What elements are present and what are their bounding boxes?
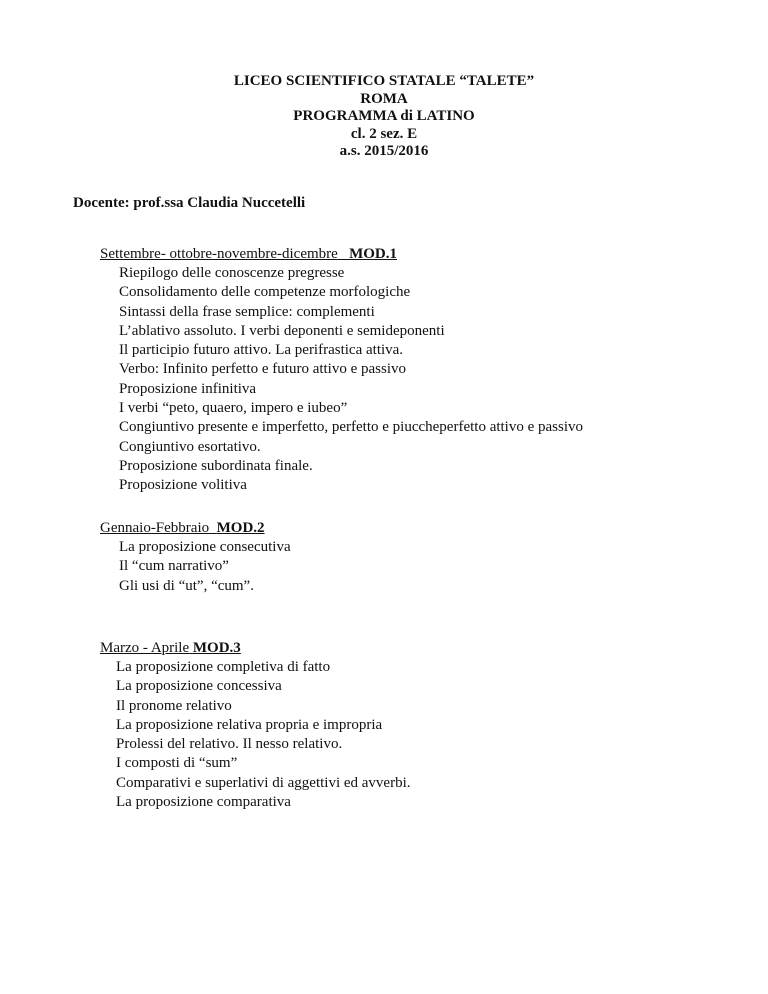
topic-item: L’ablativo assoluto. I verbi deponenti e semideponenti (119, 322, 445, 339)
topic-item: Comparativi e superlativi di aggettivi ed avverbi. (116, 774, 411, 791)
class-section: cl. 2 sez. E (350, 125, 418, 142)
topic-item: Il participio futuro attivo. La perifrastica attiva. (119, 342, 404, 359)
topic-item: Proposizione volitiva (119, 477, 247, 494)
topic-item: I composti di “sum” (116, 755, 238, 772)
school-year: a.s. 2015/2016 (339, 143, 429, 159)
topic-item: Gli usi di “ut”, “cum”. (119, 577, 254, 594)
teacher-name: Docente: prof.ssa Claudia Nuccetelli (73, 195, 306, 211)
topic-item: La proposizione consecutiva (119, 539, 291, 555)
topic-item: La proposizione comparativa (116, 794, 291, 811)
topic-item: La proposizione relativa propria e impropria (116, 716, 383, 733)
document-header (0, 73, 768, 161)
city: ROMA (360, 90, 408, 107)
module-code: MOD.1 (349, 246, 397, 262)
module-1 (100, 245, 583, 496)
module-code: MOD.2 (216, 520, 265, 536)
module-title (100, 519, 291, 538)
topic-item: Proposizione infinitiva (119, 380, 257, 397)
topic-item: Consolidamento delle competenze morfologiche (119, 284, 411, 301)
topic-item: La proposizione completiva di fatto (116, 659, 331, 675)
topic-item: La proposizione concessiva (116, 678, 282, 695)
module-period: Settembre- ottobre-novembre-dicembre (100, 246, 338, 262)
module-title (100, 245, 583, 264)
module-code: MOD.3 (192, 640, 241, 656)
module-separator (338, 246, 349, 262)
topic-item: Prolessi del relativo. Il nesso relativo. (116, 736, 343, 753)
module-3 (100, 639, 411, 812)
module-separator (209, 520, 217, 536)
module-topics (100, 264, 583, 496)
topic-item: Proposizione subordinata finale. (119, 457, 313, 474)
module-period: Marzo - Aprile (100, 640, 190, 656)
topic-item: Sintassi della frase semplice: complementi (119, 303, 375, 320)
module-2 (100, 519, 291, 596)
school-name: LICEO SCIENTIFICO STATALE “TALETE” (233, 73, 535, 89)
topic-item: Riepilogo delle conoscenze pregresse (119, 265, 345, 281)
topic-item: Il pronome relativo (116, 697, 232, 714)
topic-item: Congiuntivo esortativo. (119, 438, 261, 455)
topic-item: Verbo: Infinito perfetto e futuro attivo e passivo (119, 361, 407, 378)
program-title: PROGRAMMA di LATINO (293, 108, 475, 124)
module-title (100, 639, 411, 658)
module-period: Gennaio-Febbraio (100, 520, 210, 536)
topic-item: Il “cum narrativo” (119, 558, 229, 575)
module-topics (100, 658, 411, 812)
module-topics (100, 538, 291, 596)
topic-item: I verbi “peto, quaero, impero e iubeo” (119, 400, 348, 417)
topic-item: Congiuntivo presente e imperfetto, perfetto e piuccheperfetto attivo e passivo (119, 419, 584, 436)
